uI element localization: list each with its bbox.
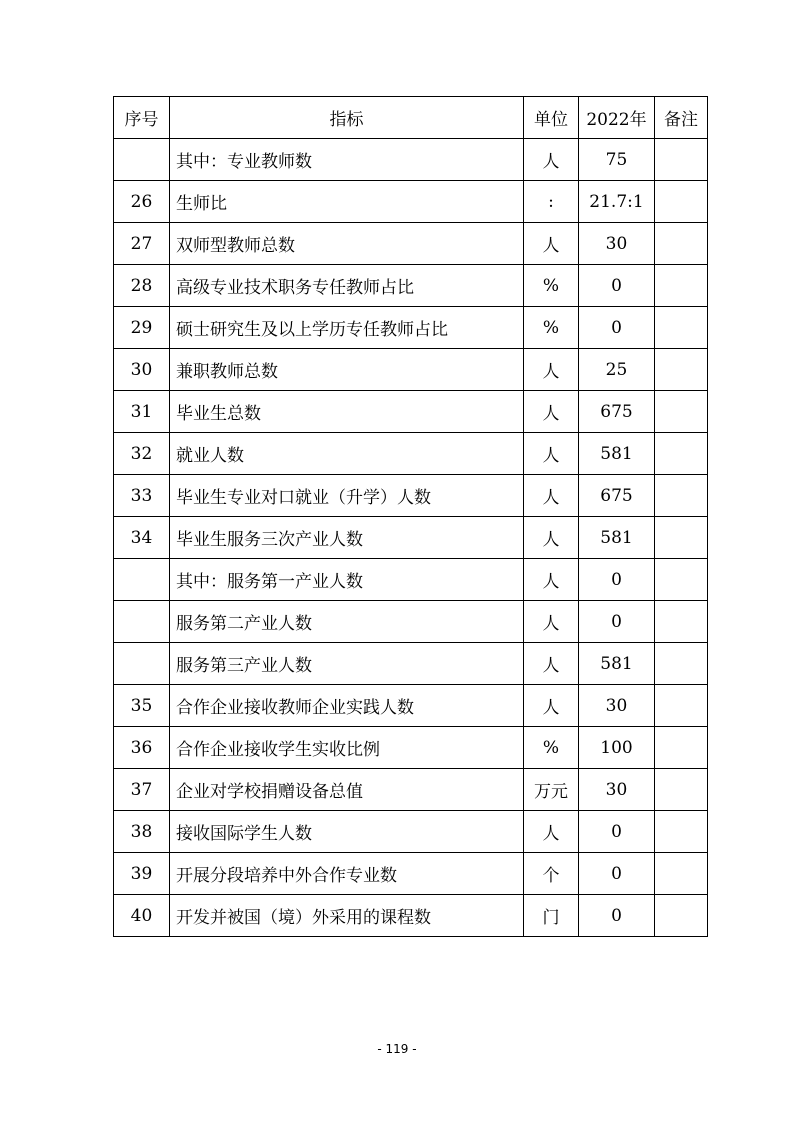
seq-cell: 31 xyxy=(114,391,170,433)
value-cell: 0 xyxy=(579,811,655,853)
table-row xyxy=(114,181,708,223)
note-cell xyxy=(655,853,708,895)
indicator-cell: 毕业生服务三次产业人数 xyxy=(170,517,524,559)
unit-cell: 人 xyxy=(524,391,579,433)
value-cell: 675 xyxy=(579,475,655,517)
header-year: 2022年 xyxy=(579,97,655,139)
seq-cell: 39 xyxy=(114,853,170,895)
indicator-cell: 开发并被国（境）外采用的课程数 xyxy=(170,895,524,937)
seq-cell xyxy=(114,559,170,601)
value-cell: 0 xyxy=(579,559,655,601)
table-row xyxy=(114,475,708,517)
value-cell: 581 xyxy=(579,433,655,475)
indicator-cell: 毕业生专业对口就业（升学）人数 xyxy=(170,475,524,517)
seq-cell: 32 xyxy=(114,433,170,475)
header-note: 备注 xyxy=(655,97,708,139)
seq-cell: 30 xyxy=(114,349,170,391)
seq-cell: 36 xyxy=(114,727,170,769)
seq-cell: 34 xyxy=(114,517,170,559)
header-indicator: 指标 xyxy=(170,97,524,139)
indicator-cell: 其中：服务第一产业人数 xyxy=(170,559,524,601)
value-cell: 21.7:1 xyxy=(579,181,655,223)
indicator-cell: 合作企业接收教师企业实践人数 xyxy=(170,685,524,727)
table-row xyxy=(114,685,708,727)
value-cell: 0 xyxy=(579,307,655,349)
note-cell xyxy=(655,895,708,937)
value-cell: 581 xyxy=(579,643,655,685)
seq-cell: 27 xyxy=(114,223,170,265)
header-unit: 单位 xyxy=(524,97,579,139)
unit-cell: % xyxy=(524,307,579,349)
table-row xyxy=(114,265,708,307)
indicator-cell: 服务第二产业人数 xyxy=(170,601,524,643)
unit-cell: : xyxy=(524,181,579,223)
note-cell xyxy=(655,727,708,769)
value-cell: 75 xyxy=(579,139,655,181)
table-row xyxy=(114,223,708,265)
table-row xyxy=(114,349,708,391)
unit-cell: 人 xyxy=(524,517,579,559)
indicator-cell: 硕士研究生及以上学历专任教师占比 xyxy=(170,307,524,349)
indicator-cell: 毕业生总数 xyxy=(170,391,524,433)
table-row xyxy=(114,769,708,811)
indicator-cell: 其中：专业教师数 xyxy=(170,139,524,181)
note-cell xyxy=(655,307,708,349)
unit-cell: 人 xyxy=(524,223,579,265)
value-cell: 675 xyxy=(579,391,655,433)
indicator-cell: 兼职教师总数 xyxy=(170,349,524,391)
table-row xyxy=(114,643,708,685)
table-row xyxy=(114,559,708,601)
unit-cell: 人 xyxy=(524,349,579,391)
seq-cell xyxy=(114,139,170,181)
unit-cell: 人 xyxy=(524,643,579,685)
indicator-cell: 双师型教师总数 xyxy=(170,223,524,265)
unit-cell: 人 xyxy=(524,811,579,853)
value-cell: 100 xyxy=(579,727,655,769)
seq-cell: 37 xyxy=(114,769,170,811)
indicator-cell: 服务第三产业人数 xyxy=(170,643,524,685)
indicator-cell: 企业对学校捐赠设备总值 xyxy=(170,769,524,811)
table-row xyxy=(114,727,708,769)
unit-cell: 人 xyxy=(524,685,579,727)
table-body xyxy=(114,139,708,937)
value-cell: 30 xyxy=(579,685,655,727)
note-cell xyxy=(655,349,708,391)
indicator-table xyxy=(113,96,708,937)
value-cell: 25 xyxy=(579,349,655,391)
value-cell: 581 xyxy=(579,517,655,559)
table-row xyxy=(114,601,708,643)
unit-cell: % xyxy=(524,727,579,769)
seq-cell: 29 xyxy=(114,307,170,349)
unit-cell: 人 xyxy=(524,559,579,601)
indicator-cell: 就业人数 xyxy=(170,433,524,475)
unit-cell: 人 xyxy=(524,601,579,643)
value-cell: 0 xyxy=(579,895,655,937)
table-row xyxy=(114,433,708,475)
unit-cell: 门 xyxy=(524,895,579,937)
indicator-cell: 高级专业技术职务专任教师占比 xyxy=(170,265,524,307)
note-cell xyxy=(655,685,708,727)
table-row xyxy=(114,811,708,853)
value-cell: 30 xyxy=(579,223,655,265)
note-cell xyxy=(655,139,708,181)
unit-cell: 人 xyxy=(524,433,579,475)
value-cell: 0 xyxy=(579,265,655,307)
seq-cell: 35 xyxy=(114,685,170,727)
seq-cell xyxy=(114,601,170,643)
table-row xyxy=(114,853,708,895)
table-row xyxy=(114,307,708,349)
note-cell xyxy=(655,517,708,559)
seq-cell: 33 xyxy=(114,475,170,517)
seq-cell: 38 xyxy=(114,811,170,853)
header-seq: 序号 xyxy=(114,97,170,139)
value-cell: 30 xyxy=(579,769,655,811)
note-cell xyxy=(655,181,708,223)
table-header-row xyxy=(114,97,708,139)
unit-cell: 人 xyxy=(524,475,579,517)
seq-cell: 26 xyxy=(114,181,170,223)
note-cell xyxy=(655,265,708,307)
note-cell xyxy=(655,223,708,265)
indicator-cell: 生师比 xyxy=(170,181,524,223)
table-row xyxy=(114,139,708,181)
note-cell xyxy=(655,391,708,433)
note-cell xyxy=(655,475,708,517)
unit-cell: 万元 xyxy=(524,769,579,811)
seq-cell xyxy=(114,643,170,685)
value-cell: 0 xyxy=(579,853,655,895)
note-cell xyxy=(655,811,708,853)
value-cell: 0 xyxy=(579,601,655,643)
note-cell xyxy=(655,769,708,811)
note-cell xyxy=(655,601,708,643)
unit-cell: 人 xyxy=(524,139,579,181)
indicator-cell: 接收国际学生人数 xyxy=(170,811,524,853)
note-cell xyxy=(655,559,708,601)
note-cell xyxy=(655,433,708,475)
seq-cell: 28 xyxy=(114,265,170,307)
unit-cell: % xyxy=(524,265,579,307)
page-number: - 119 - xyxy=(377,1042,417,1056)
table-row xyxy=(114,391,708,433)
indicator-cell: 开展分段培养中外合作专业数 xyxy=(170,853,524,895)
indicator-cell: 合作企业接收学生实收比例 xyxy=(170,727,524,769)
table-row xyxy=(114,517,708,559)
seq-cell: 40 xyxy=(114,895,170,937)
note-cell xyxy=(655,643,708,685)
unit-cell: 个 xyxy=(524,853,579,895)
table-row xyxy=(114,895,708,937)
